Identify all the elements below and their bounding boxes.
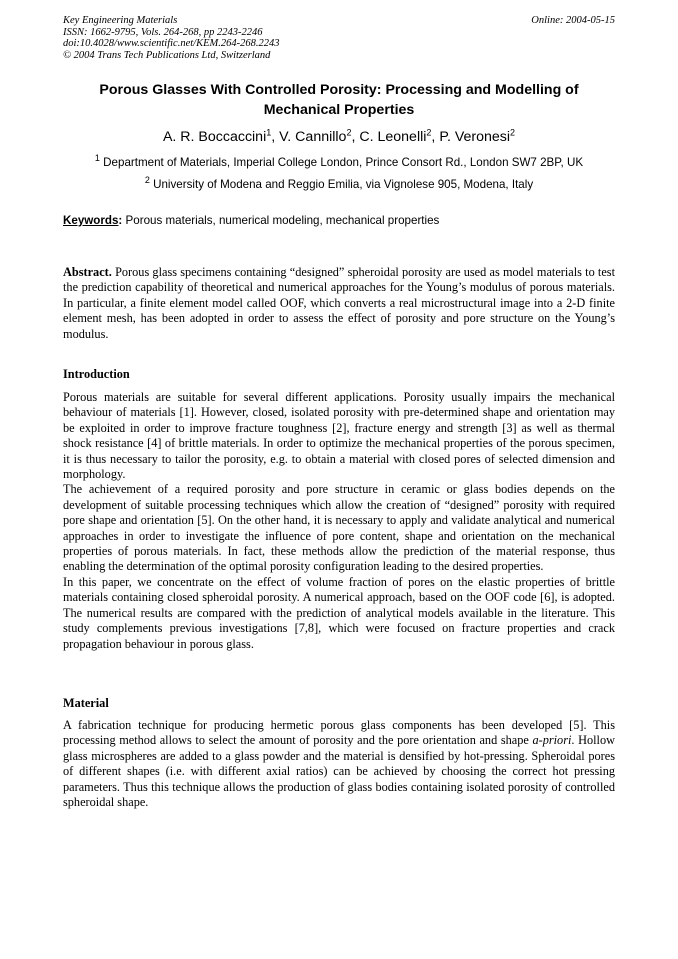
author-name: A. R. Boccaccini [162,129,267,145]
paragraph: The achievement of a required porosity and pore structure in ceramic or glass bodies depends on the development of suitable processing techniques which allow the creation of “designed” porosity with required pore shape and orientation [5]. On the other hand, it is necessary to apply and validate analytical and numerical approaches in order to investigate the influence of pore content, shape and orientation on the mechanical properties of porous materials. In fact, these methods allow the prediction of the material response, thus enabling the determination of the optimal porosity configuration leading to the desired properties. [63,482,615,574]
author-affil-sup: 1 [266,127,272,138]
journal-header [63,15,615,61]
paragraph: In this paper, we concentrate on the effect of volume fraction of pores on the elastic properties of brittle materials containing closed spheroidal porosity. A numerical approach, based on the OOF code [6], is adopted. The numerical results are compared with the prediction of analytical models available in the literature. This study complements previous investigations [7,8], which were focused on fracture properties and crack propagation behaviour in porous glass. [63,574,615,651]
material-italic-term: a-priori [532,733,572,748]
abstract-label: Abstract. [63,265,112,279]
affiliation-text: University of Modena and Reggio Emilia, via Vignolese 905, Modena, Italy [153,178,534,191]
abstract-text: Porous glass specimens containing “designed” spheroidal porosity are used as model materials to test the prediction capability of theoretical and numerical approaches for the Young’s modulus of porous materials. In particular, a finite element model called OOF, which converts a real microstructural image into a 2-D finite element mesh, has been adopted in order to assess the effect of porosity and pore structure on the Young’s modulus. [63,265,615,341]
author-name: V. Cannillo [279,129,347,145]
author-affil-sup: 2 [426,127,432,138]
material-text: A fabrication technique for producing hermetic porous glass components has been developed [5]. This processing method allows to select the amount of porosity and the pore orientation and shape [63,718,615,748]
affiliation-2 [63,177,615,193]
affiliation-1 [63,155,615,171]
journal-name: Key Engineering Materials [63,15,178,26]
abstract [63,265,615,342]
paper-title: Porous Glasses With Controlled Porosity: Processing and Modelling of Mechanical Properties [99,82,579,118]
author-affil-sup: 2 [346,127,352,138]
online-date: Online: 2004-05-15 [531,15,615,26]
introduction-body [63,390,615,652]
doi-line: doi:10.4028/www.scientific.net/KEM.264-268.2243 [63,38,280,49]
issn-line: ISSN: 1662-9795, Vols. 264-268, pp 2243-2246 [63,26,263,38]
copyright-line: © 2004 Trans Tech Publications Ltd, Switzerland [63,49,271,61]
keywords-label: Keywords [63,214,119,227]
material-body [63,718,615,810]
keywords-line: Keywords: Porous materials, numerical modeling, mechanical properties [63,214,440,227]
author-name: C. Leonelli [359,129,427,145]
affiliation-sup: 1 [94,153,100,164]
material-text-cont: . Hollow glass microspheres are added to a glass powder and the material is densified by hot-pressing. Spheroidal pores of different shapes (i.e. with different axial ratios) can be achieved by choosing the correct hot pressing parameters. Thus this technique allows the production of glass bodies containing isolated porosity of controlled spheroidal shape. [63,733,615,810]
introduction-heading: Introduction [63,367,130,381]
author-list: A. R. Boccaccini$^1$, V. Cannillo$^2$, C. Leonelli$^2$, P. Veronesi$^2$ [162,127,516,145]
material-heading: Material [63,696,109,710]
author-name: P. Veronesi [439,129,511,145]
paragraph: Porous materials are suitable for several different applications. Porosity usually impairs the mechanical behaviour of materials [1]. However, closed, isolated porosity with pre-determined shape and orientation may be exploited in order to improve fracture toughness [2], fracture energy and strength [3] as well as thermal shock resistance [4] of brittle materials. In order to optimize the mechanical properties of the porous specimen, it is thus necessary to tailor the porosity, e.g. to obtain a material with closed pores of selected dimension and morphology. [63,390,615,482]
keywords-text: Porous materials, numerical modeling, mechanical properties [125,214,440,227]
affiliation-sup: 2 [144,175,150,186]
author-affil-sup: 2 [510,127,516,138]
affiliation-text: Department of Materials, Imperial College London, Prince Consort Rd., London SW7 2BP, UK [103,156,584,169]
